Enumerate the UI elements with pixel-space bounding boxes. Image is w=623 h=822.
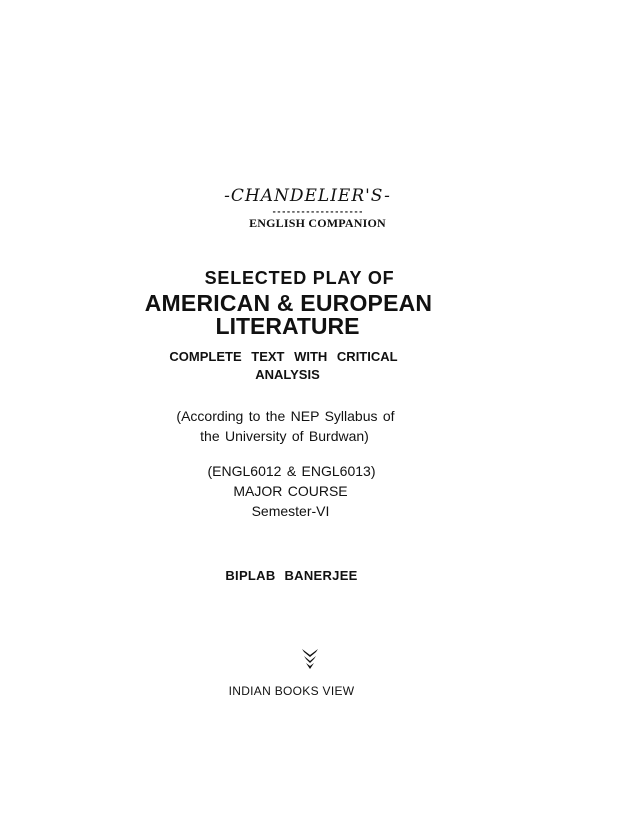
semester: Semester-VI	[251, 503, 330, 519]
course-codes: (ENGL6012 & ENGL6013)	[207, 463, 376, 479]
book-subtitle-line-1: COMPLETE TEXT WITH CRITICAL	[169, 349, 398, 364]
series-underline: -------------------	[271, 207, 364, 216]
syllabus-note-line-2: the University of Burdwan)	[200, 428, 369, 444]
series-brand: -CHANDELIER'S-	[224, 186, 391, 206]
series-subtitle: ENGLISH COMPANION	[249, 216, 386, 230]
book-title-line-3: LITERATURE	[215, 313, 360, 339]
course-type: MAJOR COURSE	[233, 483, 348, 499]
publisher-logo-icon	[301, 647, 319, 671]
book-title-line-1: SELECTED PLAY OF	[204, 268, 395, 288]
author-name: BIPLAB BANERJEE	[225, 568, 358, 583]
book-title-line-2: AMERICAN & EUROPEAN	[144, 290, 433, 316]
book-subtitle-line-2: ANALYSIS	[255, 367, 320, 382]
syllabus-note-line-1: (According to the NEP Syllabus of	[176, 408, 395, 424]
publisher-name: INDIAN BOOKS VIEW	[228, 684, 355, 698]
